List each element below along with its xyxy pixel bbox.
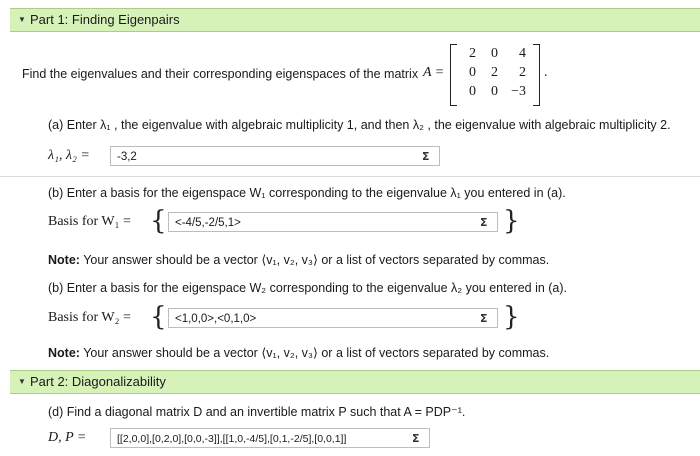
collapse-arrow-icon[interactable]: ▼ (18, 15, 26, 24)
brace-close-icon: } (503, 206, 520, 236)
question-text: Find the eigenvalues and their corresponding eigenspaces of the matrix (22, 67, 419, 81)
matrix-period: . (544, 65, 548, 80)
matrix-cell: 0 (491, 46, 498, 61)
brace-open-icon: { (150, 206, 167, 236)
sigma-icon[interactable]: Σ (480, 312, 488, 325)
matrix-cell: −3 (511, 84, 526, 99)
matrix-a (450, 44, 540, 104)
part-b2-text: (b) Enter a basis for the eigenspace W₂ corresponding to the eigenvalue λ₂ you entered in (a). (48, 281, 568, 295)
divider (0, 176, 700, 177)
brace-open-icon: { (150, 302, 167, 332)
dp-label: D, P = (48, 430, 87, 445)
note-text: Your answer should be a vector ⟨v₁, v₂, v₃⟩ or a list of vectors separated by commas. (83, 253, 550, 267)
lambda-label: λ₁, λ₂ = (48, 148, 90, 163)
matrix-cell: 0 (469, 84, 476, 99)
matrix-cell: 0 (469, 65, 476, 80)
basis-w1-label: Basis for W₁ = (48, 214, 131, 229)
sigma-icon[interactable]: Σ (480, 216, 488, 229)
part-d-text: (d) Find a diagonal matrix D and an invertible matrix P such that A = PDP⁻¹. (48, 405, 466, 419)
note-label: Note: (48, 253, 80, 267)
sigma-icon[interactable]: Σ (422, 150, 430, 163)
note-text: Your answer should be a vector ⟨v₁, v₂, v₃⟩ or a list of vectors separated by commas. (83, 346, 550, 360)
part-a-text: (a) Enter λ₁ , the eigenvalue with algebraic multiplicity 1, and then λ₂ , the eigenvalue with algebraic multiplicity 2. (48, 118, 671, 132)
sigma-icon[interactable]: Σ (412, 432, 420, 445)
matrix-cell: 0 (491, 84, 498, 99)
basis-w2-label: Basis for W₂ = (48, 310, 131, 325)
matrix-cell: 2 (469, 46, 476, 61)
brace-close-icon: } (503, 302, 520, 332)
matrix-cell: 2 (519, 65, 526, 80)
note-label: Note: (48, 346, 80, 360)
collapse-arrow-icon[interactable]: ▼ (18, 377, 26, 386)
matrix-right-bracket (533, 44, 540, 106)
part1-title: Part 1: Finding Eigenpairs (30, 12, 180, 27)
part2-title: Part 2: Diagonalizability (30, 374, 166, 389)
part1-header[interactable] (10, 8, 700, 32)
part-b1-text: (b) Enter a basis for the eigenspace W₁ corresponding to the eigenvalue λ₁ you entered in (a). (48, 186, 566, 200)
basis-w1-input[interactable]: <-4/5,-2/5,1> (168, 212, 498, 232)
matrix-name: A = (423, 65, 445, 80)
matrix-cell: 4 (519, 46, 526, 61)
matrix-cell: 2 (491, 65, 498, 80)
dp-input[interactable]: [[2,0,0],[0,2,0],[0,0,-3]],[[1,0,-4/5],[0,1,-2/5],[0,0,1]] (110, 428, 430, 448)
eigenvalues-input[interactable]: -3,2 (110, 146, 440, 166)
note-w2 (48, 345, 549, 360)
basis-w2-input[interactable]: <1,0,0>,<0,1,0> (168, 308, 498, 328)
note-w1 (48, 252, 549, 267)
part2-header[interactable] (10, 370, 700, 394)
